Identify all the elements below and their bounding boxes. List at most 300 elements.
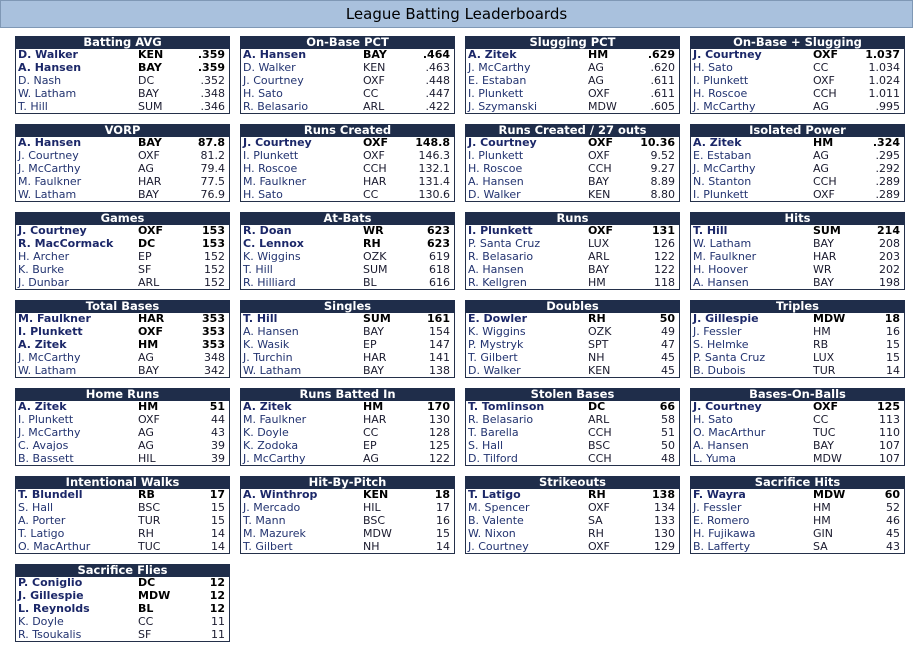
player-name-link[interactable]: T. Blundell	[18, 488, 83, 501]
leaderboard-row	[466, 75, 679, 88]
leaderboard-title: Batting AVG	[15, 36, 230, 49]
player-name-link[interactable]: R. Belasario	[468, 249, 534, 263]
player-name-link[interactable]: J. Gillespie	[693, 312, 759, 325]
player-name-link[interactable]: J. Gillespie	[18, 588, 84, 602]
leaderboard-title: VORP	[15, 124, 230, 137]
team-abbreviation: AG	[588, 73, 604, 87]
player-name-link[interactable]: K. Zodoka	[243, 438, 299, 452]
team-abbreviation: KEN	[588, 363, 611, 377]
player-name-link[interactable]: A. Zitek	[18, 400, 67, 413]
leaderboard-row	[241, 489, 454, 502]
player-name-link[interactable]: K. Doyle	[18, 614, 64, 628]
stat-value: 125	[429, 438, 450, 452]
stat-value: 122	[429, 451, 450, 465]
leaderboard-title: On-Base + Slugging	[690, 36, 905, 49]
player-name-link[interactable]: K. Wiggins	[468, 324, 526, 338]
player-name-link[interactable]: H. Sato	[693, 60, 733, 74]
player-name-link[interactable]: M. Faulkner	[243, 174, 307, 188]
player-name-link[interactable]: R. MacCormack	[18, 236, 114, 250]
stat-value: 141	[429, 350, 450, 364]
stat-value: .605	[650, 99, 675, 113]
stat-value: .995	[875, 99, 900, 113]
player-name-link[interactable]: I. Plunkett	[18, 324, 83, 338]
leaderboard-panel	[465, 36, 680, 114]
player-name-link[interactable]: P. Santa Cruz	[693, 350, 766, 364]
leaderboard-row	[691, 365, 904, 378]
stat-value: 152	[204, 262, 225, 276]
team-abbreviation: CCH	[588, 425, 612, 439]
player-name-link[interactable]: E. Estaban	[693, 148, 752, 162]
leaderboard-panel	[690, 212, 905, 290]
player-name-link[interactable]: A. Hansen	[693, 275, 749, 289]
player-name-link[interactable]: A. Winthrop	[243, 488, 318, 501]
player-name-link[interactable]: P. Coniglio	[18, 576, 83, 589]
player-name-link[interactable]: P. Mystryk	[468, 337, 524, 351]
player-name-link[interactable]: D. Walker	[243, 60, 296, 74]
player-name-link[interactable]: I. Plunkett	[468, 148, 524, 162]
player-name-link[interactable]: J. Mercado	[243, 500, 301, 514]
player-name-link[interactable]: J. Szymanski	[468, 99, 538, 113]
player-name-link[interactable]: H. Sato	[693, 412, 733, 426]
leaderboard-row	[241, 528, 454, 541]
stat-value: 11	[211, 627, 225, 641]
player-name-link[interactable]: T. Latigo	[18, 526, 65, 540]
team-abbreviation: BAY	[813, 275, 834, 289]
player-name-link[interactable]: M. Faulkner	[18, 312, 91, 325]
team-abbreviation: BAY	[588, 262, 609, 276]
leaderboard-panel	[240, 300, 455, 378]
leaderboard-row	[16, 189, 229, 202]
player-name-link[interactable]: C. Lennox	[243, 236, 304, 250]
team-abbreviation: RH	[363, 236, 381, 250]
stat-value: 122	[654, 262, 675, 276]
stat-value: 113	[879, 412, 900, 426]
player-name-link[interactable]: T. Mann	[243, 513, 286, 527]
leaderboard-row	[16, 225, 229, 238]
stat-value: 52	[886, 500, 900, 514]
leaderboard-row	[241, 137, 454, 150]
team-abbreviation: TUC	[813, 425, 836, 439]
leaderboard-row	[466, 326, 679, 339]
stat-value: 77.5	[200, 174, 225, 188]
stat-value: 125	[877, 400, 900, 413]
player-name-link[interactable]: H. Archer	[18, 249, 70, 263]
player-name-link[interactable]: J. McCarthy	[18, 425, 81, 439]
player-name-link[interactable]: E. Dowler	[468, 312, 528, 325]
team-abbreviation: ARL	[363, 99, 385, 113]
leaderboard-row	[16, 101, 229, 114]
stat-value: 623	[427, 224, 450, 237]
player-name-link[interactable]: I. Plunkett	[468, 224, 533, 237]
player-name-link[interactable]: K. Burke	[18, 262, 64, 276]
stat-value: .611	[650, 73, 675, 87]
leaderboard-panel	[15, 124, 230, 202]
player-name-link[interactable]: A. Hansen	[243, 324, 299, 338]
stat-value: 18	[884, 312, 900, 325]
leaderboard-row	[691, 88, 904, 101]
team-abbreviation: CCH	[813, 174, 837, 188]
player-name-link[interactable]: J. Fessler	[693, 324, 742, 338]
player-name-link[interactable]: B. Dubois	[693, 363, 746, 377]
player-name-link[interactable]: H. Fujikawa	[693, 526, 756, 540]
team-abbreviation: MDW	[138, 588, 171, 602]
player-name-link[interactable]: S. Hall	[468, 438, 504, 452]
leaderboard-row	[466, 225, 679, 238]
player-name-link[interactable]: E. Estaban	[468, 73, 527, 87]
leaderboard-title: Strikeouts	[465, 476, 680, 489]
team-abbreviation: BAY	[138, 86, 159, 100]
player-name-link[interactable]: J. Courtney	[243, 136, 312, 149]
team-abbreviation: AG	[588, 60, 604, 74]
player-name-link[interactable]: W. Latham	[18, 363, 77, 377]
leaderboard-title: Isolated Power	[690, 124, 905, 137]
team-abbreviation: BAY	[363, 48, 387, 61]
team-abbreviation: RH	[588, 312, 606, 325]
team-abbreviation: OXF	[813, 48, 838, 61]
leaderboard-title: Runs	[465, 212, 680, 225]
leaderboard-row	[691, 541, 904, 554]
player-name-link[interactable]: A. Hansen	[468, 174, 524, 188]
player-name-link[interactable]: B. Lafferty	[693, 539, 751, 553]
stat-value: 214	[877, 224, 900, 237]
player-name-link[interactable]: I. Plunkett	[243, 148, 299, 162]
player-name-link[interactable]: P. Santa Cruz	[468, 236, 541, 250]
team-abbreviation: CCH	[813, 86, 837, 100]
player-name-link[interactable]: I. Plunkett	[468, 86, 524, 100]
stat-value: 131.4	[418, 174, 450, 188]
player-name-link[interactable]: A. Hansen	[468, 262, 524, 276]
stat-value: .447	[425, 86, 450, 100]
team-abbreviation: RH	[138, 526, 154, 540]
player-name-link[interactable]: M. Faulkner	[693, 249, 757, 263]
stat-value: .359	[197, 60, 225, 74]
leaderboard-row	[241, 49, 454, 62]
team-abbreviation: TUR	[138, 513, 161, 527]
team-abbreviation: KEN	[363, 60, 386, 74]
stat-value: 107	[879, 451, 900, 465]
player-name-link[interactable]: L. Reynolds	[18, 601, 90, 615]
player-name-link[interactable]: O. MacArthur	[693, 425, 766, 439]
leaderboard-title: Total Bases	[15, 300, 230, 313]
team-abbreviation: SF	[138, 262, 152, 276]
player-name-link[interactable]: W. Latham	[693, 236, 752, 250]
player-name-link[interactable]: J. Courtney	[693, 48, 762, 61]
player-name-link[interactable]: R. Belasario	[468, 412, 534, 426]
leaderboard-title: Runs Created / 27 outs	[465, 124, 680, 137]
stat-value: 153	[202, 224, 225, 237]
player-name-link[interactable]: O. MacArthur	[18, 539, 91, 553]
team-abbreviation: OXF	[138, 324, 163, 338]
player-name-link[interactable]: K. Wasik	[243, 337, 290, 351]
player-name-link[interactable]: A. Zitek	[693, 136, 742, 149]
player-name-link[interactable]: M. Spencer	[468, 500, 530, 514]
stat-value: 44	[211, 412, 225, 426]
leaderboard-row	[16, 352, 229, 365]
stat-value: 138	[429, 363, 450, 377]
leaderboard-row	[466, 515, 679, 528]
team-abbreviation: DC	[138, 236, 156, 250]
team-abbreviation: MDW	[588, 99, 617, 113]
player-name-link[interactable]: T. Gilbert	[243, 539, 293, 553]
team-abbreviation: CC	[363, 425, 379, 439]
leaderboard-row	[466, 489, 679, 502]
player-name-link[interactable]: I. Plunkett	[693, 73, 749, 87]
team-abbreviation: HIL	[363, 500, 381, 514]
team-abbreviation: HM	[138, 400, 159, 413]
player-name-link[interactable]: W. Nixon	[468, 526, 516, 540]
player-name-link[interactable]: T. Hill	[243, 312, 278, 325]
team-abbreviation: OXF	[588, 86, 610, 100]
team-abbreviation: SA	[588, 513, 603, 527]
team-abbreviation: LUX	[813, 350, 835, 364]
leaderboard-row	[466, 502, 679, 515]
leaderboard-row	[466, 189, 679, 202]
player-name-link[interactable]: J. Turchin	[243, 350, 293, 364]
team-abbreviation: OXF	[138, 412, 160, 426]
team-abbreviation: HM	[588, 48, 609, 61]
stat-value: 8.80	[650, 187, 675, 201]
team-abbreviation: HAR	[363, 174, 387, 188]
stat-value: .611	[650, 86, 675, 100]
team-abbreviation: MDW	[363, 526, 392, 540]
player-name-link[interactable]: J. Courtney	[18, 148, 79, 162]
player-name-link[interactable]: H. Roscoe	[468, 161, 523, 175]
leaderboard-row	[466, 352, 679, 365]
leaderboard-row	[241, 277, 454, 290]
player-name-link[interactable]: T. Latigo	[468, 488, 521, 501]
leaderboard-row	[691, 101, 904, 114]
player-name-link[interactable]: R. Belasario	[243, 99, 309, 113]
player-name-link[interactable]: A. Zitek	[243, 400, 292, 413]
stat-value: 134	[654, 500, 675, 514]
team-abbreviation: HM	[813, 324, 831, 338]
team-abbreviation: BSC	[138, 500, 161, 514]
player-name-link[interactable]: H. Hoover	[693, 262, 748, 276]
player-name-link[interactable]: D. Tilford	[468, 451, 518, 465]
team-abbreviation: EP	[363, 337, 377, 351]
stat-value: 12	[209, 601, 225, 615]
player-name-link[interactable]: H. Roscoe	[693, 86, 748, 100]
leaderboard-row	[16, 427, 229, 440]
leaderboard-row	[691, 264, 904, 277]
stat-value: 129	[654, 539, 675, 553]
team-abbreviation: CC	[813, 60, 829, 74]
leaderboard-row	[16, 137, 229, 150]
team-abbreviation: HM	[813, 500, 831, 514]
player-name-link[interactable]: M. Faulkner	[243, 412, 307, 426]
team-abbreviation: BL	[363, 275, 377, 289]
leaderboard-panel	[15, 476, 230, 554]
stat-value: 15	[211, 513, 225, 527]
leaderboard-row	[241, 176, 454, 189]
leaderboard-row	[241, 326, 454, 339]
leaderboard-row	[466, 528, 679, 541]
leaderboard-row	[241, 440, 454, 453]
team-abbreviation: RB	[813, 337, 829, 351]
player-name-link[interactable]: J. McCarthy	[243, 451, 306, 465]
leaderboard-row	[241, 365, 454, 378]
leaderboard-row	[241, 88, 454, 101]
leaderboard-title: Runs Batted In	[240, 388, 455, 401]
leaderboard-row	[241, 515, 454, 528]
team-abbreviation: WR	[363, 224, 384, 237]
player-name-link[interactable]: D. Walker	[18, 48, 78, 61]
team-abbreviation: EP	[363, 438, 377, 452]
team-abbreviation: OXF	[813, 187, 835, 201]
team-abbreviation: RH	[588, 526, 604, 540]
leaderboard-row	[16, 515, 229, 528]
stat-value: .463	[425, 60, 450, 74]
player-name-link[interactable]: J. McCarthy	[468, 60, 531, 74]
team-abbreviation: SUM	[363, 312, 391, 325]
leaderboard-row	[241, 238, 454, 251]
leaderboard-row	[241, 163, 454, 176]
player-name-link[interactable]: M. Faulkner	[18, 174, 82, 188]
player-name-link[interactable]: A. Hansen	[18, 60, 82, 74]
player-name-link[interactable]: D. Walker	[468, 187, 521, 201]
stat-value: 203	[879, 249, 900, 263]
player-name-link[interactable]: L. Yuma	[693, 451, 737, 465]
player-name-link[interactable]: H. Sato	[243, 86, 283, 100]
player-name-link[interactable]: A. Hansen	[243, 48, 307, 61]
team-abbreviation: OXF	[813, 73, 835, 87]
leaderboard-row	[16, 440, 229, 453]
player-name-link[interactable]: A. Porter	[18, 513, 66, 527]
player-name-link[interactable]: K. Wiggins	[243, 249, 301, 263]
stat-value: 348	[204, 350, 225, 364]
player-name-link[interactable]: D. Nash	[18, 73, 62, 87]
team-abbreviation: OZK	[363, 249, 387, 263]
team-abbreviation: NH	[588, 350, 605, 364]
stat-value: 9.27	[650, 161, 675, 175]
player-name-link[interactable]: M. Mazurek	[243, 526, 306, 540]
leaderboard-row	[466, 137, 679, 150]
player-name-link[interactable]: F. Wayra	[693, 488, 746, 501]
player-name-link[interactable]: S. Hall	[18, 500, 54, 514]
leaderboard-title: Games	[15, 212, 230, 225]
player-name-link[interactable]: J. Fessler	[693, 500, 742, 514]
stat-value: 16	[886, 324, 900, 338]
leaderboard-row	[466, 251, 679, 264]
player-name-link[interactable]: W. Latham	[18, 187, 77, 201]
leaderboard-panel	[240, 212, 455, 290]
leaderboard-row	[16, 339, 229, 352]
player-name-link[interactable]: A. Zitek	[18, 337, 67, 351]
player-name-link[interactable]: W. Latham	[243, 363, 302, 377]
team-abbreviation: BAY	[363, 324, 384, 338]
leaderboard-row	[466, 176, 679, 189]
player-name-link[interactable]: T. Hill	[243, 262, 273, 276]
stat-value: 76.9	[200, 187, 225, 201]
stat-value: 58	[661, 412, 675, 426]
player-name-link[interactable]: H. Roscoe	[243, 161, 298, 175]
player-name-link[interactable]: R. Kellgren	[468, 275, 527, 289]
stat-value: 45	[661, 350, 675, 364]
player-name-link[interactable]: T. Hill	[18, 99, 48, 113]
player-name-link[interactable]: H. Sato	[243, 187, 283, 201]
team-abbreviation: TUR	[813, 363, 836, 377]
leaderboard-title: Sacrifice Hits	[690, 476, 905, 489]
player-name-link[interactable]: D. Walker	[468, 363, 521, 377]
leaderboard-row	[16, 238, 229, 251]
player-name-link[interactable]: T. Tomlinson	[468, 400, 545, 413]
player-name-link[interactable]: J. McCarthy	[693, 161, 756, 175]
team-abbreviation: CCH	[363, 161, 387, 175]
team-abbreviation: MDW	[813, 312, 846, 325]
leaderboard-row	[466, 150, 679, 163]
player-name-link[interactable]: J. Courtney	[243, 73, 304, 87]
player-name-link[interactable]: B. Valente	[468, 513, 524, 527]
leaderboard-row	[691, 489, 904, 502]
player-name-link[interactable]: T. Hill	[693, 224, 728, 237]
player-name-link[interactable]: J. McCarthy	[693, 99, 756, 113]
leaderboard-title: At-Bats	[240, 212, 455, 225]
team-abbreviation: BSC	[588, 438, 611, 452]
player-name-link[interactable]: I. Plunkett	[693, 187, 749, 201]
player-name-link[interactable]: T. Barella	[468, 425, 519, 439]
leaderboard-row	[466, 88, 679, 101]
leaderboard-row	[691, 150, 904, 163]
team-abbreviation: AG	[138, 425, 154, 439]
team-abbreviation: AG	[138, 438, 154, 452]
player-name-link[interactable]: E. Romero	[693, 513, 750, 527]
leaderboard-panel	[690, 36, 905, 114]
player-name-link[interactable]: J. McCarthy	[18, 161, 81, 175]
player-name-link[interactable]: J. Dunbar	[18, 275, 69, 289]
leaderboard-row	[691, 414, 904, 427]
player-name-link[interactable]: J. Courtney	[468, 136, 537, 149]
player-name-link[interactable]: T. Gilbert	[468, 350, 518, 364]
player-name-link[interactable]: W. Latham	[18, 86, 77, 100]
leaderboard-panel	[690, 476, 905, 554]
player-name-link[interactable]: A. Hansen	[18, 136, 82, 149]
player-name-link[interactable]: J. Courtney	[18, 224, 87, 237]
leaderboard-title: Home Runs	[15, 388, 230, 401]
player-name-link[interactable]: S. Helmke	[693, 337, 749, 351]
leaderboard-row	[466, 238, 679, 251]
leaderboard-row	[16, 176, 229, 189]
team-abbreviation: SA	[813, 539, 828, 553]
leaderboard-row	[16, 414, 229, 427]
leaderboard-row	[16, 163, 229, 176]
player-name-link[interactable]: A. Zitek	[468, 48, 517, 61]
leaderboard-panel	[15, 564, 230, 642]
player-name-link[interactable]: B. Bassett	[18, 451, 74, 465]
player-name-link[interactable]: J. Courtney	[693, 400, 762, 413]
team-abbreviation: EP	[138, 249, 152, 263]
player-name-link[interactable]: K. Doyle	[243, 425, 289, 439]
stat-value: 48	[661, 451, 675, 465]
player-name-link[interactable]: N. Stanton	[693, 174, 752, 188]
stat-value: 39	[211, 438, 225, 452]
stat-value: .448	[425, 73, 450, 87]
player-name-link[interactable]: J. McCarthy	[18, 350, 81, 364]
leaderboard-row	[241, 339, 454, 352]
team-abbreviation: OXF	[363, 136, 388, 149]
stat-value: .359	[197, 48, 225, 61]
player-name-link[interactable]: R. Hilliard	[243, 275, 296, 289]
stat-value: .629	[647, 48, 675, 61]
player-name-link[interactable]: I. Plunkett	[18, 412, 74, 426]
stat-value: 342	[204, 363, 225, 377]
player-name-link[interactable]: R. Doan	[243, 224, 292, 237]
player-name-link[interactable]: J. Courtney	[468, 539, 529, 553]
player-name-link[interactable]: A. Hansen	[693, 438, 749, 452]
team-abbreviation: OXF	[588, 224, 613, 237]
player-name-link[interactable]: R. Tsoukalis	[18, 627, 82, 641]
stat-value: 45	[661, 363, 675, 377]
player-name-link[interactable]: C. Avajos	[18, 438, 69, 452]
